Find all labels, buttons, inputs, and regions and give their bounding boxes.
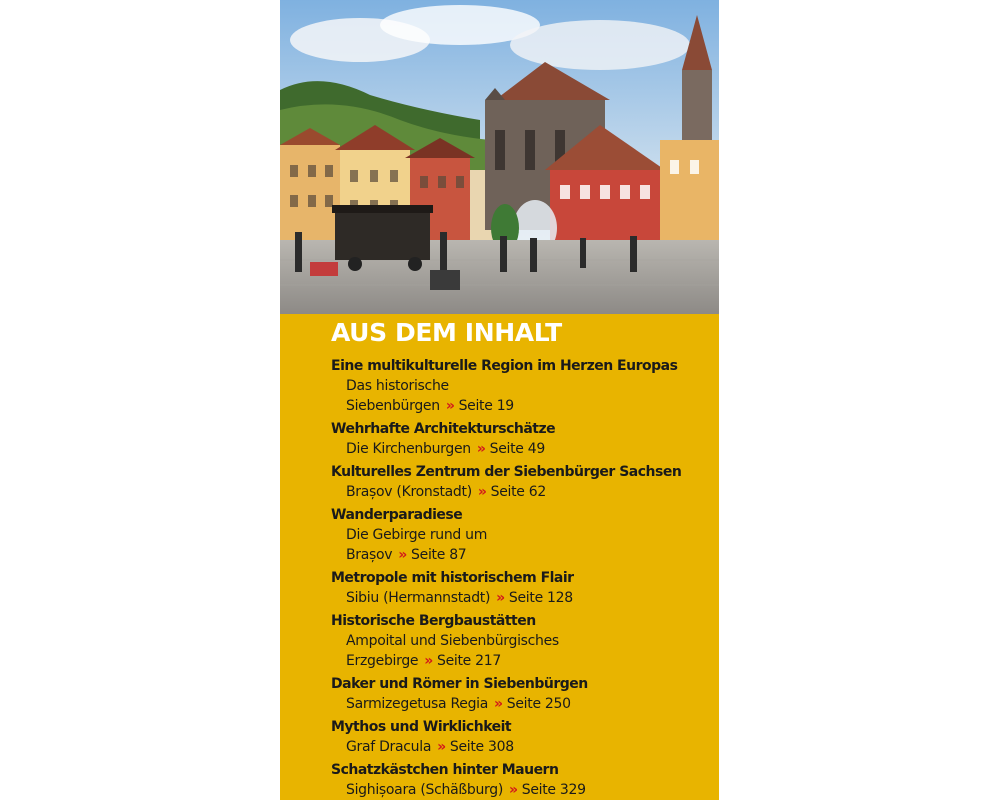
list-item	[331, 674, 711, 714]
list-item	[331, 717, 711, 757]
list-item	[331, 505, 711, 565]
entry-subtitle	[331, 737, 586, 757]
entry-title: Wanderparadiese	[331, 507, 463, 523]
entry-subtitle	[331, 780, 586, 800]
entry-page: Seite 217	[437, 653, 501, 669]
entry-subtitle	[331, 439, 586, 459]
book-page	[280, 0, 719, 800]
chevron-icon: »	[476, 441, 486, 457]
entry-title: Metropole mit historischem Flair	[331, 570, 574, 586]
contents-heading: AUS DEM INHALT	[331, 318, 562, 347]
list-item	[331, 356, 711, 416]
entry-subtitle-text: Sighișoara (Schäßburg)	[346, 782, 503, 798]
entry-subtitle-text: Das historische Siebenbürgen	[346, 378, 449, 414]
entry-title: Kulturelles Zentrum der Siebenbürger Sachsen	[331, 464, 682, 480]
chevron-icon: »	[437, 739, 446, 755]
chevron-icon: »	[508, 782, 518, 798]
entry-title: Wehrhafte Architekturschätze	[331, 421, 556, 437]
town-square-photo	[280, 0, 719, 314]
entry-page: Seite 329	[521, 782, 586, 798]
entry-title: Schatzkästchen hinter Mauern	[331, 762, 559, 778]
entry-subtitle	[331, 631, 586, 671]
entry-subtitle	[331, 694, 586, 714]
entry-page: Seite 62	[490, 484, 546, 500]
entry-title: Historische Bergbaustätten	[331, 613, 536, 629]
chevron-icon: »	[424, 653, 433, 669]
entry-subtitle-text: Sarmizegetusa Regia	[346, 696, 489, 712]
entry-page: Seite 49	[489, 441, 545, 457]
entry-page: Seite 87	[411, 547, 467, 563]
list-item	[331, 568, 711, 608]
entry-subtitle	[331, 588, 586, 608]
entry-title: Mythos und Wirklichkeit	[331, 719, 512, 735]
chevron-icon: »	[445, 398, 455, 414]
entry-subtitle	[331, 482, 586, 502]
chevron-icon: »	[477, 484, 487, 500]
list-item	[331, 419, 711, 459]
chevron-icon: »	[496, 590, 505, 606]
entry-page: Seite 308	[449, 739, 514, 755]
chevron-icon: »	[494, 696, 503, 712]
list-item	[331, 462, 711, 502]
list-item	[331, 760, 711, 800]
entry-subtitle-text: Graf Dracula	[346, 739, 432, 755]
entry-page: Seite 250	[506, 696, 571, 712]
chevron-icon: »	[398, 547, 408, 563]
entry-subtitle-text: Ampoital und Siebenbürgisches Erzgebirge	[346, 633, 559, 669]
entry-title: Eine multikulturelle Region im Herzen Europas	[331, 358, 678, 374]
entry-subtitle-text: Die Gebirge rund um Brașov	[346, 527, 488, 563]
entry-subtitle	[331, 525, 586, 565]
entry-subtitle-text: Brașov (Kronstadt)	[346, 484, 472, 500]
entry-page: Seite 128	[508, 590, 573, 606]
entry-subtitle-text: Sibiu (Hermannstadt)	[346, 590, 491, 606]
contents-list	[331, 316, 711, 800]
list-item	[331, 611, 711, 671]
entry-title: Daker und Römer in Siebenbürgen	[331, 676, 588, 692]
entry-subtitle-text: Die Kirchenburgen	[346, 441, 471, 457]
entry-subtitle	[331, 376, 586, 416]
entry-page: Seite 19	[458, 398, 514, 414]
